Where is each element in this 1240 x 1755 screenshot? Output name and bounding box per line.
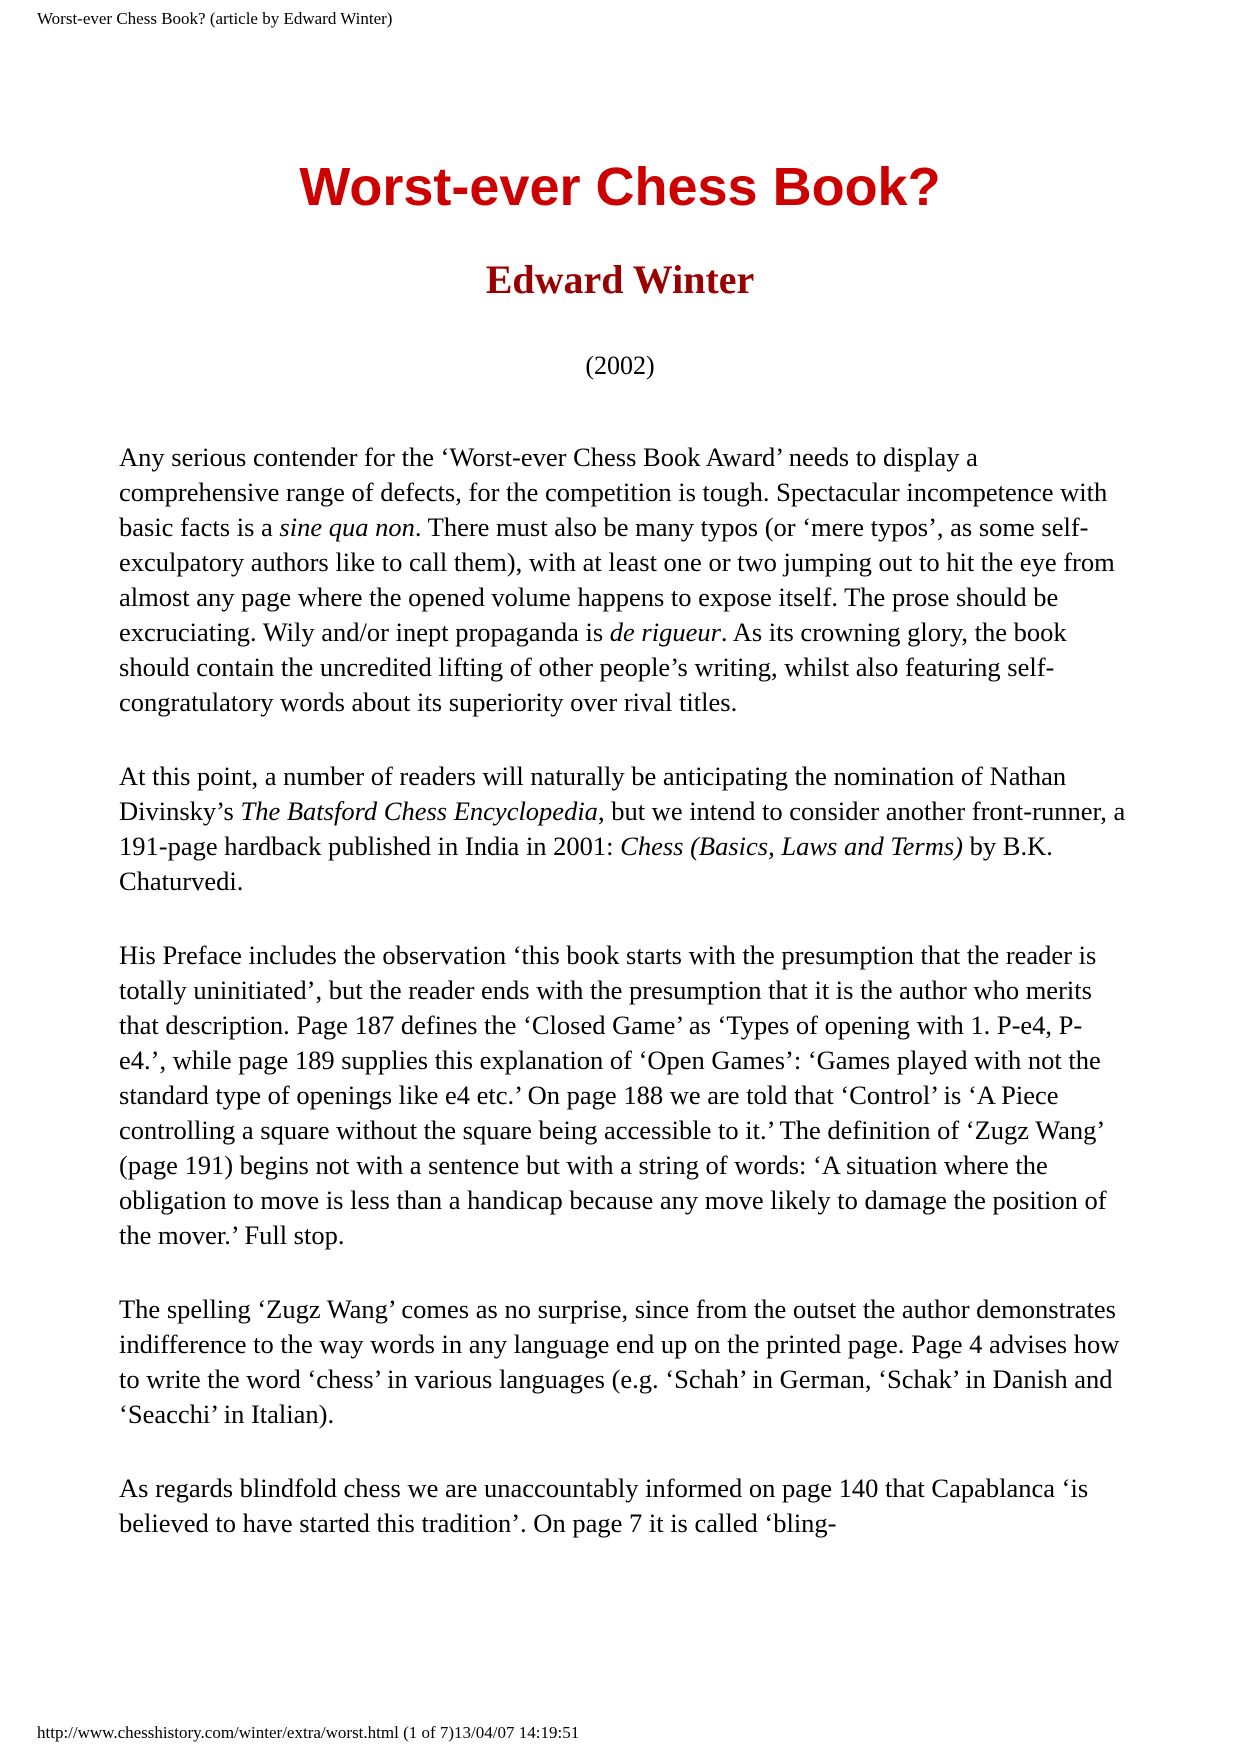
paragraph-2 <box>119 759 1129 899</box>
text-segment: At this point, a number of readers will naturally be anticipating the nomination of Nathan Divinsky’s <box>119 761 1067 826</box>
paragraph-5 <box>119 1471 1129 1541</box>
text-segment: . As its crowning glory, the book should contain the uncredited lifting of other people’s writing, whilst also featuring self-congratulatory words about its superiority over rival titles. <box>119 617 1067 717</box>
text-segment: , but we intend to consider another front-runner, a 191-page hardback published in India in 2001: <box>119 796 1126 861</box>
italic-term: de rigueur <box>609 617 721 647</box>
article-body <box>119 440 1129 1580</box>
book-title: Chess (Basics, Laws and Terms) <box>620 831 964 861</box>
article-date: (2002) <box>585 351 655 380</box>
text-segment: by B.K. Chaturvedi. <box>119 831 1053 896</box>
text-segment: . There must also be many typos (or ‘mere typos’, as some self-exculpatory authors like to call them), with at least one or two jumping out to hit the eye from almost any page where the opened volume happens to expose itself. The prose should be excruciating. Wily and/or inept propaganda is <box>119 512 1115 647</box>
paragraph-4 <box>119 1292 1129 1432</box>
running-header: Worst-ever Chess Book? (article by Edward Winter) <box>37 9 393 28</box>
text-segment: His Preface includes the observation ‘this book starts with the presumption that the reader is totally uninitiated’, but the reader ends with the presumption that it is the author who merits that description. Page 187 defines the ‘Closed Game’ as ‘Types of opening with 1. P-e4, P-e4.’, while page 189 supplies this explanation of ‘Open Games’: ‘Games played with not the standard type of openings like e4 etc.’ On page 188 we are told that ‘Control’ is ‘A Piece controlling a square without the square being accessible to it.’ The definition of ‘Zugz Wang’ (page 191) begins not with a sentence but with a string of words: ‘A situation where the obligation to move is less than a handicap because any move likely to damage the position of the mover.’ Full stop. <box>119 940 1107 1250</box>
article-title: Worst-ever Chess Book? <box>299 157 941 217</box>
text-segment: The spelling ‘Zugz Wang’ comes as no surprise, since from the outset the author demonstrates indifference to the way words in any language end up on the printed page. Page 4 advises how to write the word ‘chess’ in various languages (e.g. ‘Schah’ in German, ‘Schak’ in Danish and ‘Seacchi’ in Italian). <box>119 1294 1120 1429</box>
article-author: Edward Winter <box>485 257 755 302</box>
book-title: The Batsford Chess Encyclopedia <box>240 796 598 826</box>
text-segment: As regards blindfold chess we are unaccountably informed on page 140 that Capablanca ‘is believed to have started this tradition’. On page 7 it is called ‘bling- <box>119 1473 1089 1538</box>
italic-term: sine qua non <box>279 512 415 542</box>
running-footer: http://www.chesshistory.com/winter/extra/worst.html (1 of 7)13/04/07 14:19:51 <box>37 1723 580 1742</box>
paragraph-3 <box>119 938 1129 1253</box>
paragraph-1 <box>119 440 1129 720</box>
text-segment: Any serious contender for the ‘Worst-ever Chess Book Award’ needs to display a comprehensive range of defects, for the competition is tough. Spectacular incompetence with basic facts is a <box>119 442 1108 542</box>
